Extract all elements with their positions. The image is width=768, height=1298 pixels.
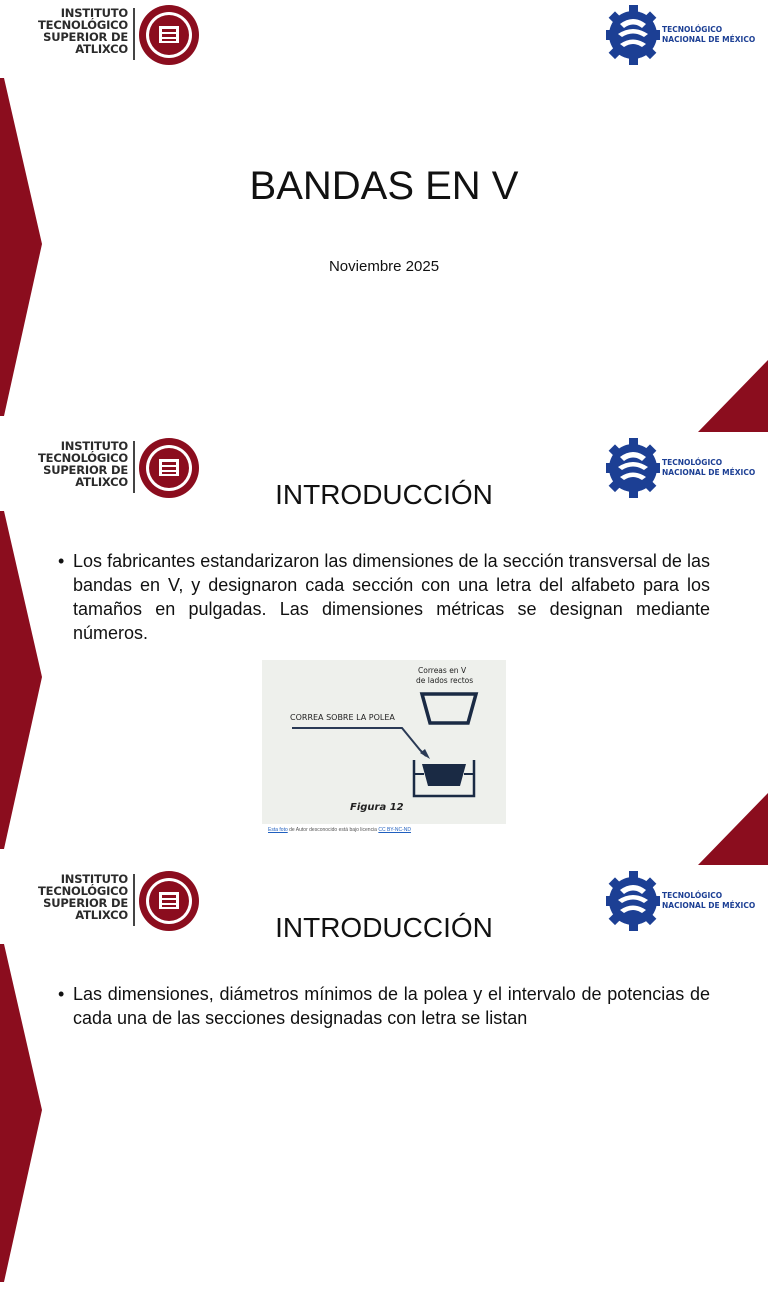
bullet-item bbox=[58, 549, 710, 645]
pointer-arrow bbox=[292, 728, 426, 756]
credit-license-link[interactable]: CC BY-NC-ND bbox=[378, 827, 411, 833]
itsa-line: SUPERIOR DE bbox=[43, 30, 128, 44]
slide-intro-1 bbox=[0, 433, 768, 865]
credit-text: de Autor desconocido está bajo licencia bbox=[287, 827, 379, 833]
itsa-line: ATLIXCO bbox=[75, 42, 128, 56]
itsa-line: ATLIXCO bbox=[75, 908, 128, 922]
v-belt-section-icon bbox=[422, 694, 476, 723]
tecnm-line: NACIONAL DE MÉXICO bbox=[662, 901, 756, 910]
logo-divider bbox=[133, 8, 135, 60]
belt-figure bbox=[262, 660, 506, 824]
belt-diagram bbox=[262, 660, 506, 824]
tecnm-line: TECNOLÓGICO bbox=[662, 25, 723, 34]
itsa-line: TECNOLÓGICO bbox=[38, 884, 128, 898]
itsa-line: ATLIXCO bbox=[75, 475, 128, 489]
figure-credit bbox=[268, 827, 411, 833]
slide-title bbox=[0, 0, 768, 432]
itsa-line: SUPERIOR DE bbox=[43, 896, 128, 910]
itsa-line: SUPERIOR DE bbox=[43, 463, 128, 477]
corner-triangle-decoration bbox=[698, 793, 768, 865]
figure-caption: Figura 12 bbox=[350, 802, 404, 813]
bullet-dot: • bbox=[58, 551, 65, 571]
corner-triangle-decoration bbox=[698, 360, 768, 432]
presentation-title: BANDAS EN V bbox=[249, 164, 519, 208]
slide-heading: INTRODUCCIÓN bbox=[275, 912, 493, 943]
bullet-text: Los fabricantes estandarizaron las dimensiones de la sección transversal de las bandas en V, y designaron cada sección con una letra del alfabeto para los tamaños en pulgadas. Las dimensiones métricas se designan mediante números. bbox=[73, 551, 710, 643]
itsa-line: TECNOLÓGICO bbox=[38, 451, 128, 465]
tecnm-line: NACIONAL DE MÉXICO bbox=[662, 468, 756, 477]
slide-intro-2 bbox=[0, 866, 768, 1298]
tecnm-line: TECNOLÓGICO bbox=[662, 891, 723, 900]
bullet-item bbox=[58, 982, 710, 1030]
itsa-line: TECNOLÓGICO bbox=[38, 18, 128, 32]
credit-photo-link[interactable]: Esta foto bbox=[268, 827, 288, 833]
itsa-line: INSTITUTO bbox=[60, 872, 128, 886]
figure-label-correas: Correas en V bbox=[418, 666, 467, 675]
itsa-logo bbox=[6, 7, 206, 67]
presentation-date: Noviembre 2025 bbox=[328, 258, 440, 275]
belt-on-pulley-icon bbox=[422, 764, 466, 786]
figure-label-correas: de lados rectos bbox=[416, 676, 474, 685]
bullet-dot: • bbox=[58, 984, 65, 1004]
tecnm-gear-icon bbox=[606, 2, 660, 68]
itsa-line: INSTITUTO bbox=[60, 6, 128, 20]
itsa-line: INSTITUTO bbox=[60, 439, 128, 453]
bullet-text: Las dimensiones, diámetros mínimos de la polea y el intervalo de potencias de cada una de las secciones designadas con letra se listan bbox=[73, 984, 710, 1028]
tecnm-line: NACIONAL DE MÉXICO bbox=[662, 35, 756, 44]
slide-heading: INTRODUCCIÓN bbox=[275, 479, 493, 510]
tecnm-logo bbox=[606, 2, 766, 68]
figure-label-polea: CORREA SOBRE LA POLEA bbox=[290, 713, 395, 722]
tecnm-line: TECNOLÓGICO bbox=[662, 458, 723, 467]
itsa-seal-icon bbox=[138, 4, 200, 66]
